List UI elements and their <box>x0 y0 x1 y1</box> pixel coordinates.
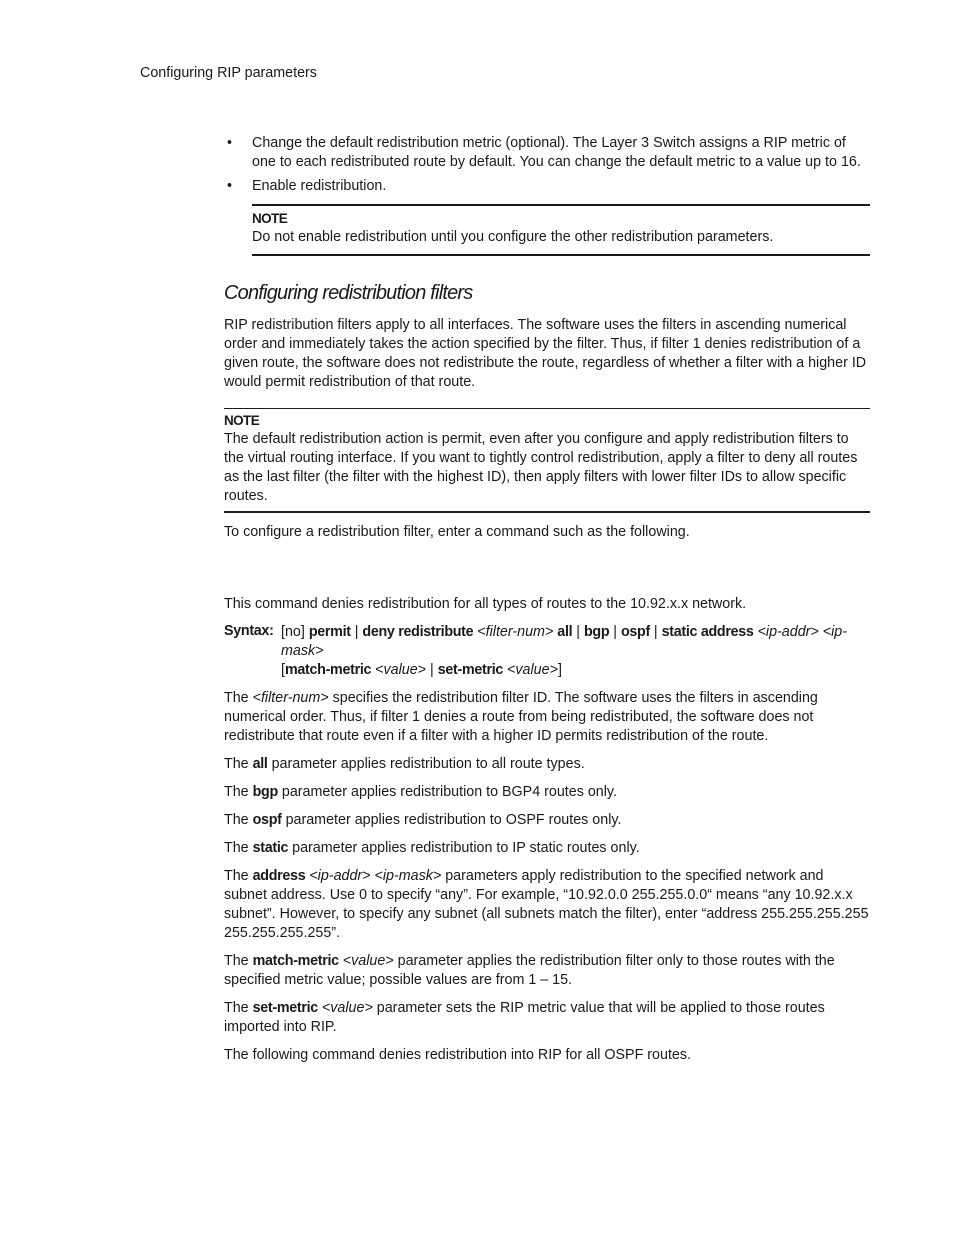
syntax-match-metric: match-metric <box>284 662 372 678</box>
syntax-bracket: ] <box>557 662 562 678</box>
syntax-body <box>281 623 870 680</box>
syntax-bracket: [ <box>281 662 285 678</box>
note-box <box>224 408 870 513</box>
syntax-line <box>281 623 870 661</box>
note-text: The default redistribution action is permit, even after you configure and apply redistribution filters to the virtual routing interface. If you want to tightly control redistribution, apply a filter to deny all routes as the last filter (the filter with the highest ID), then apply filters with lower filter IDs to allow specific routes. <box>224 431 858 504</box>
syntax-static-address: static address <box>661 624 754 640</box>
param-text: parameter applies redistribution to IP static routes only. <box>288 840 640 856</box>
param-prefix: The <box>224 840 253 856</box>
param-keyword: bgp <box>252 784 278 800</box>
param-address <box>224 867 870 943</box>
syntax-separator: | <box>609 624 621 640</box>
syntax-separator: | <box>649 624 662 640</box>
param-prefix: The <box>224 812 253 828</box>
param-keyword: set-metric <box>252 1000 318 1016</box>
list-item: • Change the default redistribution metric (optional). The Layer 3 Switch assigns a RIP metric of one to each redistributed route by default. You can change the default metric to a value up to 16. <box>252 134 870 172</box>
syntax-all: all <box>557 624 573 640</box>
page-content <box>224 134 870 1065</box>
closing-paragraph: The following command denies redistribution into RIP for all OSPF routes. <box>224 1047 691 1063</box>
param-prefix: The <box>224 1000 253 1016</box>
syntax-separator: | <box>350 624 363 640</box>
config-intro: To configure a redistribution filter, enter a command such as the following. <box>224 524 690 540</box>
note-label: NOTE <box>252 211 288 226</box>
param-text: parameter sets the RIP metric value that will be applied to those routes imported into RIP. <box>224 1000 825 1035</box>
note-box <box>252 204 870 256</box>
param-prefix: The <box>224 690 253 706</box>
syntax-set-metric: set-metric <box>437 662 504 678</box>
param-keyword: ospf <box>252 812 282 828</box>
param-ospf <box>224 811 870 830</box>
bullet-list <box>252 134 870 196</box>
running-header: Configuring RIP parameters <box>140 65 317 81</box>
list-item: • Enable redistribution. <box>252 177 870 196</box>
param-text: parameter applies redistribution to BGP4 routes only. <box>277 784 617 800</box>
syntax-ip-addr: <ip-addr> <box>757 624 819 640</box>
syntax-separator: | <box>572 624 584 640</box>
note-label: NOTE <box>224 413 260 428</box>
param-match-metric <box>224 952 870 990</box>
param-keyword: match-metric <box>252 953 339 969</box>
param-text: parameter applies the redistribution filter only to those routes with the specified metric value; possible values are from 1 – 15. <box>224 953 835 988</box>
syntax-filter-num: <filter-num> <box>477 624 554 640</box>
param-text: parameter applies redistribution to OSPF routes only. <box>281 812 622 828</box>
param-set-metric <box>224 999 870 1037</box>
syntax-value: <value> <box>375 662 427 678</box>
note-text: Do not enable redistribution until you configure the other redistribution parameters. <box>252 229 774 245</box>
param-keyword: all <box>252 756 268 772</box>
param-arg: <ip-addr> <ip-mask> <box>305 868 442 884</box>
command-description: This command denies redistribution for all types of routes to the 10.92.x.x network. <box>224 596 747 612</box>
param-arg: <value> <box>338 953 394 969</box>
param-bgp <box>224 783 870 802</box>
param-static <box>224 839 870 858</box>
syntax-no: [no] <box>281 624 309 640</box>
param-filter-num <box>224 689 870 746</box>
param-text: parameter applies redistribution to all route types. <box>267 756 585 772</box>
syntax-separator: | <box>426 662 438 678</box>
syntax-line <box>281 661 870 680</box>
param-prefix: The <box>224 868 253 884</box>
syntax-label: Syntax: <box>224 623 274 639</box>
param-arg: <value> <box>317 1000 373 1016</box>
param-keyword: static <box>252 840 289 856</box>
syntax-bgp: bgp <box>583 624 610 640</box>
param-arg: <filter-num> <box>252 690 329 706</box>
section-intro: RIP redistribution filters apply to all interfaces. The software uses the filters in ascending numerical order and immediately takes the action specified by the filter. Thus, if filter 1 denies redistribution of a given route, the software does not redistribute the route, regardless of whether a filter with a higher ID would permit redistribution of that route. <box>224 317 867 390</box>
syntax-permit: permit <box>308 624 351 640</box>
param-keyword: address <box>252 868 306 884</box>
syntax-value: <value> <box>507 662 558 678</box>
syntax-block <box>224 623 870 680</box>
syntax-deny-redistribute: deny redistribute <box>362 624 474 640</box>
syntax-ip-mask: <ip-mask> <box>281 624 847 659</box>
param-text: parameters apply redistribution to the specified network and subnet address. Use 0 to specify “any”. For example, “10.92.0.0 255.255.0.0“ means “any 10.92.x.x subnet”. However, to specify any subnet (all subnets match the filter), enter “address 255.255.255.255 255.255.255.255”. <box>224 868 869 941</box>
syntax-ospf: ospf <box>620 624 650 640</box>
param-all <box>224 755 870 774</box>
param-text: specifies the redistribution filter ID. The software uses the filters in ascending numerical order. Thus, if filter 1 denies a route from being redistributed, the software does not redistribute that route even if a filter with a higher ID permits redistribution of the route. <box>224 690 818 744</box>
param-prefix: The <box>224 756 253 772</box>
section-heading: Configuring redistribution filters <box>224 282 473 304</box>
param-prefix: The <box>224 953 253 969</box>
param-prefix: The <box>224 784 253 800</box>
